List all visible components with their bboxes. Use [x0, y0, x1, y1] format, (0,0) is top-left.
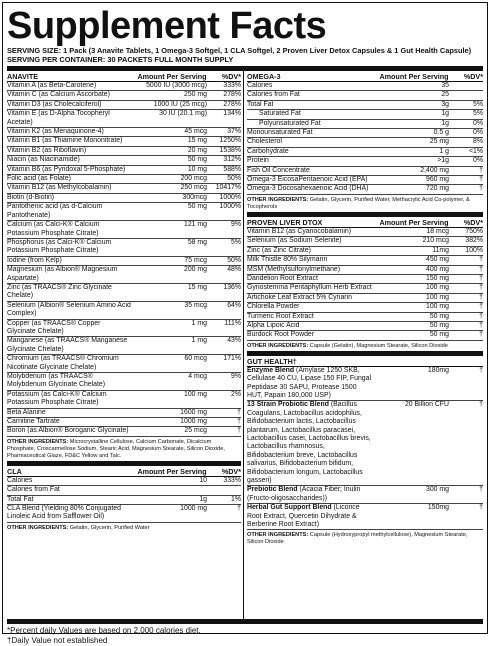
anavite-amount: 50 mg	[187, 203, 207, 211]
anavite-nutrient-name: Vitamin B6 (as Pyridoxal 5-Phosphate)	[7, 165, 126, 173]
anavite-row	[7, 302, 241, 320]
cla-other-ingredients	[7, 523, 241, 533]
liver-nutrient-name: Vitamin B12 (as Cyanocobalamin)	[247, 227, 352, 235]
liver-daily-value: 100%	[465, 246, 483, 254]
anavite-daily-value: 278%	[223, 100, 241, 108]
omega-amount: 25 mg	[429, 138, 449, 146]
liver-amount: 50 mg	[429, 321, 449, 329]
liver-daily-value: 382%	[465, 237, 483, 245]
anavite-row	[7, 266, 241, 284]
anavite-nutrient-name: Chromium (as TRAACS® Chromium Nicotinate Glycinate Chelate)	[7, 355, 119, 371]
cla-dv-heading: %DV*	[221, 466, 241, 476]
omega-daily-value: 5%	[473, 110, 483, 118]
anavite-row	[7, 147, 241, 156]
servings-per-container: SERVING PER CONTAINER: 30 PACKETS FULL MONTH SUPPLY	[7, 55, 234, 64]
liver-row	[247, 303, 483, 312]
anavite-row	[7, 101, 241, 110]
anavite-daily-value: 50%	[227, 175, 241, 183]
liver-nutrient-name: Burdock Root Powder	[247, 331, 315, 339]
liver-nutrient-name: Turmeric Root Extract	[247, 312, 314, 320]
omega-nutrient-name: Omega-3 EicosaPentaenoic Acid (EPA)	[247, 176, 368, 184]
liver-amount: 210 mcg	[422, 237, 449, 245]
anavite-row	[7, 284, 241, 302]
omega-row	[247, 157, 483, 166]
anavite-row	[7, 337, 241, 355]
omega-daily-value: 0%	[473, 129, 483, 137]
cla-row	[7, 496, 241, 505]
anavite-nutrient-name: Folic acid (as Folate)	[7, 175, 71, 183]
anavite-amount: 100 mg	[184, 390, 207, 398]
cla-nutrient-name: CLA Blend (Yielding 80% Conjugated Linoleic Acid from Safflower Oil)	[7, 505, 121, 521]
liver-table	[247, 228, 483, 341]
anavite-nutrient-name: Boron (as Albion® Boroganic Glycinate)	[7, 427, 129, 435]
cla-header	[7, 466, 241, 477]
gut-heading: GUT HEALTH†	[247, 356, 297, 366]
anavite-amount: 20 mg	[187, 146, 207, 154]
omega-amount: 35	[441, 82, 449, 89]
anavite-amount: 30 IU (20.1 mg)	[159, 110, 207, 118]
gut-blend-name: Prebiotic Blend	[247, 486, 298, 494]
liver-heading: PROVEN LIVER DTOX	[247, 217, 323, 227]
anavite-nutrient-name: Molybdenum (as TRAACS® Molybdenum Glycinate Chelate)	[7, 373, 106, 389]
anavite-nutrient-name: Vitamin K2 (as Menaquinone-4)	[7, 128, 104, 136]
gut-blend-row	[247, 504, 483, 530]
omega-row	[247, 148, 483, 157]
anavite-daily-value: †	[237, 427, 241, 435]
left-column	[7, 71, 241, 533]
anavite-amount: 10 mg	[187, 165, 207, 173]
serving-size: SERVING SIZE: 1 Pack (3 Anavite Tablets, 1 Omega-3 Softgel, 1 CLA Softgel, 2 Proven Liver Detox Capsules & 1 Gut Health Capsule)	[7, 46, 472, 55]
dv-footnote: *Percent daily Values are based on 2,000 calories diet.	[7, 626, 201, 635]
omega-amount: 2,400 mg	[420, 166, 449, 174]
anavite-amount-heading: Amount Per Serving	[137, 72, 207, 81]
anavite-nutrient-name: Zinc (as TRAACS® Zinc Glycinate Chelate)	[7, 283, 112, 300]
anavite-amount: 121 mg	[184, 221, 207, 229]
anavite-dv-heading: %DV*	[221, 72, 241, 81]
anavite-daily-value: †	[237, 408, 241, 416]
gut-blend-name: Herbal Gut Support Blend	[247, 504, 332, 512]
cla-daily-value	[211, 486, 241, 494]
footnotes	[7, 619, 483, 646]
anavite-row	[7, 91, 241, 100]
cla-table	[7, 477, 241, 523]
omega-amount: 1g	[441, 119, 449, 127]
cla-daily-value: 333%	[223, 476, 241, 484]
anavite-nutrient-name: Calcium (as Calci-K® Calcium Potassium Phosphate Citrate)	[7, 221, 100, 237]
omega-nutrient-name: Total Fat	[247, 100, 274, 108]
gut-blend-ingredients: (Licorice Root Extract, Quercetin Dihydrate & Berberine Root Extract)	[247, 504, 360, 529]
omega-table	[247, 82, 483, 195]
omega-nutrient-name: Fish Oil Concentrate	[247, 166, 310, 174]
liver-daily-value: †	[479, 331, 483, 339]
anavite-amount: 45 mcg	[184, 128, 207, 136]
anavite-nutrient-name: Phosphorus (as Calci-K® Calcium Potassium Phosphate Citrate)	[7, 238, 112, 255]
anavite-nutrient-name: Beta Alanine	[7, 408, 46, 416]
liver-amount: 18 mcg	[426, 227, 449, 235]
gut-blend-row	[247, 486, 483, 504]
anavite-row	[7, 194, 241, 203]
anavite-amount: 4 mcg	[188, 373, 207, 380]
anavite-amount: 1600 mg	[180, 408, 207, 416]
gut-blend-name: Enzyme Blend	[247, 366, 295, 374]
omega-daily-value: 0%	[473, 157, 483, 165]
anavite-daily-value: 134%	[223, 110, 241, 118]
anavite-nutrient-name: Copper (as TRAACS® Copper Glycinate Chelate)	[7, 319, 101, 335]
liver-row	[247, 247, 483, 256]
cla-other-label: OTHER INGREDIENTS:	[7, 524, 69, 531]
liver-nutrient-name: Alpha Lipoic Acid	[247, 321, 300, 329]
omega-other-label: OTHER INGREDIENTS:	[247, 196, 309, 203]
liver-daily-value: †	[479, 284, 483, 292]
anavite-nutrient-name: Magnesium (as Albion® Magnesium Aspartate)	[7, 266, 118, 282]
omega-daily-value: †	[479, 176, 483, 184]
liver-daily-value: †	[479, 321, 483, 329]
anavite-nutrient-name: Biotin (d-Biotin)	[7, 193, 55, 201]
anavite-amount: 1 mg	[191, 319, 207, 327]
gut-blend-amount: 150mg	[427, 504, 449, 512]
anavite-daily-value: 1538%	[219, 146, 241, 154]
anavite-daily-value: 43%	[227, 337, 241, 345]
liver-row	[247, 284, 483, 293]
anavite-daily-value: 2%	[231, 390, 241, 398]
column-divider	[243, 71, 244, 619]
liver-daily-value: 750%	[465, 227, 483, 235]
anavite-amount: 25 mcg	[184, 427, 207, 435]
anavite-other-label: OTHER INGREDIENTS:	[7, 438, 69, 445]
right-column	[247, 71, 483, 547]
gut-blend-amount: 180mg	[427, 366, 449, 374]
liver-nutrient-name: Gynostemma Pentaphyllum Herb Extract	[247, 284, 372, 292]
omega-daily-value: 0%	[473, 119, 483, 127]
omega-daily-value	[453, 82, 483, 90]
omega-amount-heading: Amount Per Serving	[379, 72, 449, 81]
omega-row	[247, 120, 483, 129]
omega-nutrient-name: Saturated Fat	[259, 110, 301, 118]
gut-blend-text	[247, 486, 375, 503]
gut-blend-daily-value: †	[479, 504, 483, 512]
omega-dv-heading: %DV*	[463, 72, 483, 81]
gut-table	[247, 367, 483, 531]
anavite-row	[7, 373, 241, 391]
omega-amount: >1g	[437, 157, 449, 165]
cla-amount: 1000 mg	[180, 505, 207, 513]
gut-blend-ingredients: (Amylase 1250 SKB, Cellulase 40 CU, Lipase 150 FIP, Fungal Peptidase 30 SAPU, Protease 1500 HUT, Papain 180,000 USP)	[247, 366, 371, 399]
anavite-daily-value: 48%	[227, 266, 241, 274]
anavite-daily-value: 50%	[227, 256, 241, 264]
liver-amount: 50 mg	[429, 312, 449, 320]
anavite-nutrient-name: Vitamin D3 (as Cholecalciferol)	[7, 100, 102, 108]
liver-amount: 150 mg	[426, 274, 449, 282]
liver-amount: 100 mg	[426, 293, 449, 301]
omega-daily-value	[453, 91, 483, 99]
liver-amount-heading: Amount Per Serving	[379, 217, 449, 227]
cla-row	[7, 477, 241, 486]
liver-daily-value: †	[479, 312, 483, 320]
liver-row	[247, 256, 483, 265]
cla-amount	[133, 486, 211, 494]
anavite-daily-value: †	[237, 418, 241, 426]
anavite-daily-value: 1250%	[219, 137, 241, 145]
liver-amount: 50 mg	[429, 331, 449, 339]
anavite-nutrient-name: Vitamin E (as D-Alpha Tocopheryl Acetate)	[7, 110, 110, 126]
anavite-daily-value: 9%	[231, 221, 241, 229]
omega-amount: 720 mg	[426, 185, 449, 193]
cla-daily-value: †	[237, 505, 241, 513]
omega-row	[247, 138, 483, 147]
anavite-nutrient-name: Vitamin C (as Calcium Ascorbate)	[7, 91, 110, 99]
omega-row	[247, 129, 483, 138]
gut-blend-amount: 300 mg	[426, 486, 449, 494]
anavite-amount: 200 mg	[184, 266, 207, 274]
anavite-row	[7, 166, 241, 175]
omega-amount: 1 g	[439, 147, 449, 155]
anavite-row	[7, 391, 241, 409]
liver-amount: 11mg	[432, 246, 449, 254]
anavite-nutrient-name: Vitamin B12 (as Methylcobalamin)	[7, 184, 112, 192]
liver-dv-heading: %DV*	[463, 217, 483, 227]
omega-daily-value: 8%	[473, 138, 483, 146]
anavite-nutrient-name: Vitamin B2 (as Riboflavin)	[7, 146, 87, 154]
anavite-amount: 1000 mg	[180, 418, 207, 426]
anavite-row	[7, 409, 241, 418]
omega-amount: 960 mg	[426, 176, 449, 184]
liver-nutrient-name: Dandelion Root Extract	[247, 274, 318, 282]
omega-row	[247, 185, 483, 194]
anavite-amount: 200 mcg	[180, 175, 207, 183]
anavite-nutrient-name: Selenium (Albion® Selenium Amino Acid Complex)	[7, 301, 131, 318]
anavite-nutrient-name: Iodine (from Kelp)	[7, 256, 62, 264]
gut-other-ingredients	[247, 530, 483, 547]
omega-row	[247, 167, 483, 176]
gut-blend-daily-value: †	[479, 366, 483, 374]
anavite-amount: 60 mcg	[184, 355, 207, 363]
liver-nutrient-name: Milk Thistle 80% Silymarin	[247, 256, 328, 264]
liver-daily-value: †	[479, 293, 483, 301]
omega-heading: OMEGA-3	[247, 72, 281, 81]
anavite-daily-value: 1000%	[219, 203, 241, 211]
anavite-row	[7, 320, 241, 338]
anavite-amount: 58 mg	[187, 238, 207, 246]
anavite-amount: 250 mg	[184, 91, 207, 99]
omega-other-ingredients	[247, 195, 483, 212]
liver-amount: 100 mg	[426, 284, 449, 292]
anavite-row	[7, 156, 241, 165]
liver-row	[247, 294, 483, 303]
anavite-daily-value: 5%	[231, 238, 241, 246]
anavite-row	[7, 128, 241, 137]
liver-daily-value: †	[479, 274, 483, 282]
gut-blend-row	[247, 401, 483, 486]
anavite-nutrient-name: Potassium (as Calci-K® Calcium Potassium Phosphate Citrate)	[7, 390, 107, 407]
gut-blend-ingredients: (Acacia Fiber; Inulin (Fructo-oligosaccharides))	[247, 486, 361, 502]
omega-amount: 3g	[441, 100, 449, 108]
omega-nutrient-name: Carbohydrate	[247, 147, 289, 155]
anavite-nutrient-name: Vitamin A (as Beta-Carotene)	[7, 82, 97, 89]
gut-blend-name: 13 Strain Probiotic Blend	[247, 401, 329, 409]
anavite-row	[7, 203, 241, 221]
anavite-row	[7, 239, 241, 257]
anavite-other-text: Microcrystalline Cellulose, Calcium Carbonate, Dicalcium Phosphate, Croscarmellose Sodium, Stearic Acid, Magnesium Stearate, Silicon Dioxide, Pharmaceutical Glaze, FD&C Yellow and Talc.	[7, 438, 225, 459]
liver-nutrient-name: Selenium (as Sodium Selenite)	[247, 237, 342, 245]
liver-other-label: OTHER INGREDIENTS:	[247, 342, 309, 349]
anavite-amount: 5000 IU (3000 mcg)	[146, 82, 207, 89]
liver-row	[247, 313, 483, 322]
gut-other-text: Capsule (Hydroxypropyl methylcellulose), Magnesium Stearate, Silicon Dioxide	[247, 532, 468, 546]
panel-title: Supplement Facts	[7, 5, 327, 47]
anavite-amount: 250 mcg	[180, 184, 207, 192]
anavite-daily-value: 64%	[227, 301, 241, 309]
omega-amount: 25	[441, 91, 449, 99]
anavite-row	[7, 221, 241, 239]
anavite-nutrient-name: Vitamin B1 (as Thiamine Mononitrate)	[7, 137, 123, 145]
anavite-nutrient-name: Carnitine Tartrate	[7, 418, 60, 426]
liver-row	[247, 237, 483, 246]
anavite-amount: 75 mcg	[184, 256, 207, 264]
anavite-amount: 35 mcg	[184, 301, 207, 309]
anavite-table	[7, 82, 241, 437]
omega-nutrient-name: Calories	[247, 82, 273, 89]
anavite-row	[7, 184, 241, 193]
anavite-amount: 1 mg	[191, 337, 207, 345]
omega-daily-value: †	[479, 185, 483, 193]
liver-amount: 100 mg	[426, 303, 449, 311]
anavite-row	[7, 110, 241, 128]
liver-nutrient-name: Artichoke Leaf Extract 5% Cynarin	[247, 293, 352, 301]
omega-nutrient-name: Protein	[247, 157, 269, 165]
omega-row	[247, 176, 483, 185]
anavite-daily-value: 171%	[223, 355, 241, 363]
omega-amount: 1g	[441, 110, 449, 118]
gut-blend-text	[247, 504, 375, 529]
gut-other-label: OTHER INGREDIENTS:	[247, 532, 309, 539]
omega-row	[247, 110, 483, 119]
cla-row	[7, 505, 241, 523]
dagger-footnote: †Daily Value not established	[7, 636, 108, 645]
omega-daily-value: 5%	[473, 100, 483, 108]
liver-header	[247, 217, 483, 228]
anavite-daily-value: 10417%	[215, 184, 241, 192]
gut-blend-row	[247, 367, 483, 402]
liver-amount: 400 mg	[426, 265, 449, 273]
cla-nutrient-name: Calories	[7, 476, 33, 484]
cla-other-text: Gelatin, Glycerin, Purified Water	[69, 524, 150, 531]
gut-blend-amount: 20 Billion CFU	[404, 401, 449, 409]
anavite-amount: 300mcg	[182, 193, 207, 201]
anavite-daily-value: 1000%	[219, 193, 241, 201]
gut-blend-ingredients: (Bacillus Coagulans, Lactobacillus acidophilus, Bifidobacterium lactis, Lactobacillus plantarum, Lactobacillus paracasei, Lactobacillus casei, Lactobacillus brevis, Lactobacillus rhamnosus, Bifidobacterium breve, Lactobacillus salivarius, Bifidobacterium bifidum, Bifidobacterium longum, Lactobacillus gasseri)	[247, 401, 371, 485]
anavite-row	[7, 137, 241, 146]
anavite-daily-value: 111%	[224, 319, 241, 327]
omega-nutrient-name: Calories from Fat	[247, 91, 300, 99]
liver-nutrient-name: Zinc (as Zinc Citrate)	[247, 246, 311, 254]
omega-nutrient-name: Monounsaturated Fat	[247, 129, 313, 137]
omega-amount: 0.5 g	[433, 129, 449, 137]
liver-row	[247, 228, 483, 237]
facts-columns	[7, 71, 483, 619]
liver-daily-value: †	[479, 265, 483, 273]
liver-daily-value: †	[479, 256, 483, 264]
cla-row	[7, 486, 241, 495]
liver-row	[247, 322, 483, 331]
cla-nutrient-name: Calories from Fat	[7, 486, 60, 494]
anavite-daily-value: 312%	[223, 156, 241, 164]
gut-blend-daily-value: †	[479, 486, 483, 494]
anavite-nutrient-name: Pantothenic acid (as d-Calcium Pantothenate)	[7, 203, 103, 219]
anavite-daily-value: 278%	[223, 91, 241, 99]
cla-amount-heading: Amount Per Serving	[137, 466, 207, 476]
anavite-row	[7, 355, 241, 373]
omega-daily-value: <1%	[469, 147, 483, 155]
anavite-other-ingredients	[7, 437, 241, 461]
omega-daily-value: †	[479, 166, 483, 174]
anavite-nutrient-name: Manganese (as TRAACS® Manganese Glycinate Chelate)	[7, 337, 128, 353]
liver-nutrient-name: Chlorella Powder	[247, 303, 300, 311]
omega-other-text: Gelatin, Glycerin, Purified Water, Methacrylic Acid Co-polymer, & Tocopherols	[247, 196, 470, 210]
omega-nutrient-name: Omega-3 Docosahexaenoic Acid (DHA)	[247, 185, 369, 193]
anavite-row	[7, 82, 241, 91]
anavite-heading: ANAVITE	[7, 72, 39, 81]
liver-row	[247, 266, 483, 275]
gut-header	[247, 356, 483, 367]
omega-nutrient-name: Cholesterol	[247, 138, 282, 146]
anavite-daily-value: 136%	[223, 283, 241, 291]
liver-daily-value: †	[479, 303, 483, 311]
omega-header	[247, 71, 483, 82]
cla-heading: CLA	[7, 466, 22, 476]
gut-blend-text	[247, 367, 375, 401]
anavite-amount: 50 mg	[187, 156, 207, 164]
omega-row	[247, 101, 483, 110]
anavite-daily-value: 588%	[223, 165, 241, 173]
liver-other-text: Capsule (Gelatin), Magnesium Stearate, Silicon Dioxide	[309, 342, 448, 349]
gut-blend-text	[247, 401, 375, 485]
anavite-row	[7, 175, 241, 184]
cla-daily-value: 1%	[231, 495, 241, 503]
cla-amount: 10	[199, 476, 207, 484]
anavite-amount: 1000 IU (25 mcg)	[153, 100, 207, 108]
anavite-row	[7, 427, 241, 436]
omega-row	[247, 82, 483, 91]
liver-row	[247, 331, 483, 340]
cla-amount: 1g	[199, 495, 207, 503]
anavite-daily-value: 333%	[223, 82, 241, 89]
anavite-daily-value: 9%	[231, 373, 241, 380]
anavite-amount: 15 mg	[187, 137, 207, 145]
gut-blend-daily-value: †	[479, 401, 483, 409]
cla-nutrient-name: Total Fat	[7, 495, 34, 503]
liver-row	[247, 275, 483, 284]
liver-amount: 450 mg	[426, 256, 449, 264]
anavite-header	[7, 71, 241, 82]
supplement-facts-panel	[2, 2, 488, 645]
anavite-amount: 15 mg	[187, 283, 207, 291]
liver-nutrient-name: MSM (Methylsulfonylmethane)	[247, 265, 341, 273]
anavite-daily-value: 37%	[227, 128, 241, 136]
omega-nutrient-name: Polyunsaturated Fat	[259, 119, 321, 127]
anavite-nutrient-name: Niacin (as Niacinamide)	[7, 156, 80, 164]
liver-other-ingredients	[247, 341, 483, 351]
omega-row	[247, 91, 483, 100]
anavite-row	[7, 257, 241, 266]
